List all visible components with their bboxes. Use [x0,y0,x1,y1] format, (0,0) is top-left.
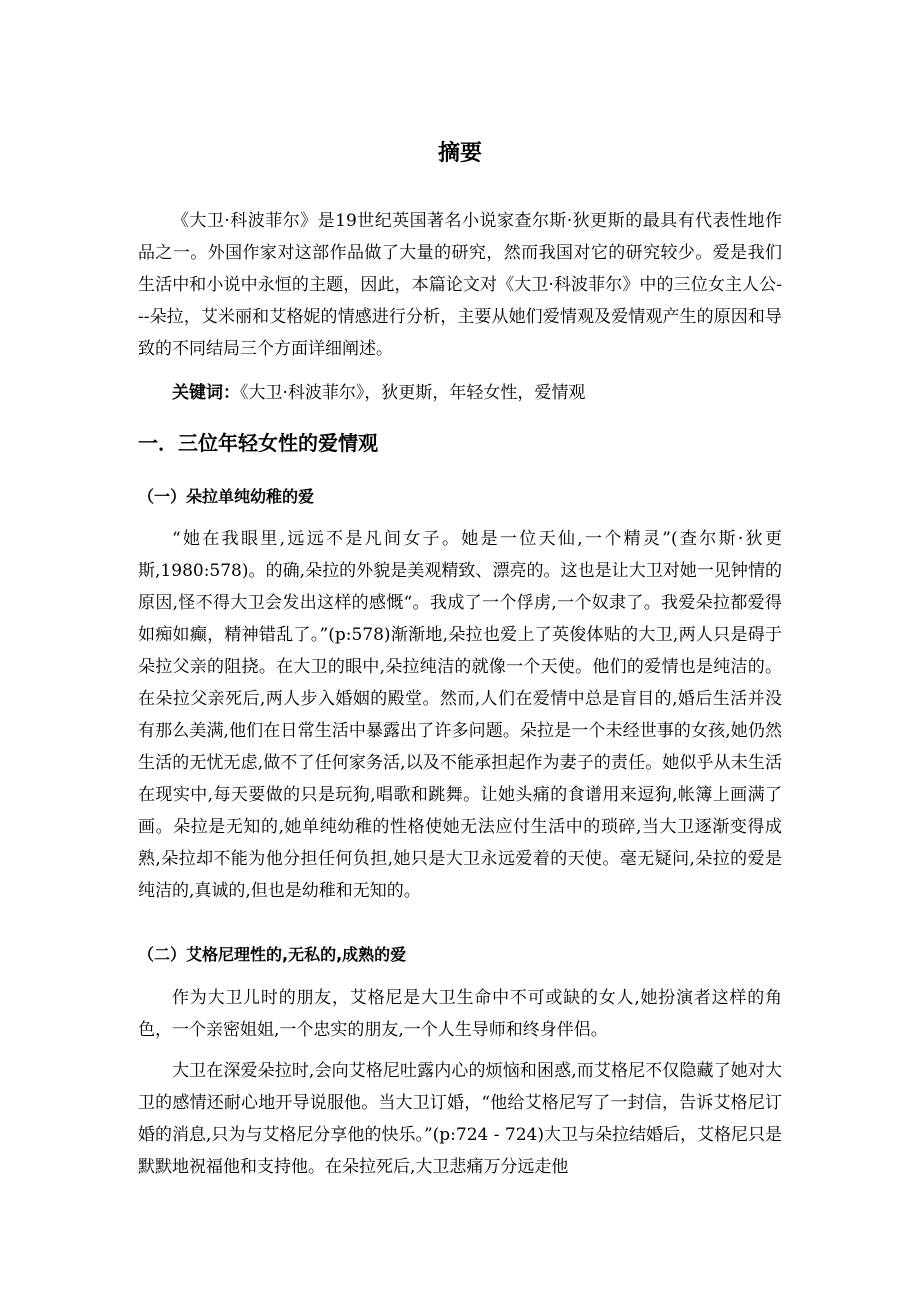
subsection-1-paragraph: “她在我眼里,远远不是凡间女子。她是一位天仙,一个精灵”(查尔斯·狄更斯,1980:578)。的确,朵拉的外貌是美观精致、漂亮的。这也是让大卫对她一见钟情的原因,怪不得大卫会发出这样的感慨“。我成了一个俘虏,一个奴隶了。我爱朵拉都爱得如痴如癫，精神错乱了。”(p:578)渐渐地,朵拉也爱上了英俊体贴的大卫,两人只是碍于朵拉父亲的阻挠。在大卫的眼中,朵拉纯洁的就像一个天使。他们的爱情也是纯洁的。在朵拉父亲死后,两人步入婚姻的殿堂。然而,人们在爱情中总是盲目的,婚后生活并没有那么美满,他们在日常生活中暴露出了许多问题。朵拉是一个未经世事的女孩,她仍然生活的无忧无虑,做不了任何家务活,以及不能承担起作为妻子的责任。她似乎从未生活在现实中,每天要做的只是玩狗,唱歌和跳舞。让她头痛的食谱用来逗狗,帐簿上画满了画。朵拉是无知的,她单纯幼稚的性格使她无法应付生活中的琐碎,当大卫逐渐变得成熟,朵拉却不能为他分担任何负担,她只是大卫永远爱着的天使。毫无疑问,朵拉的爱是纯洁的,真诚的,但也是幼稚和无知的。 [138,529,782,901]
keywords-line [172,377,782,409]
page-title: 摘要 [437,141,482,166]
keywords-text: 《大卫·科波菲尔》，狄更斯，年轻女性，爱情观 [240,383,586,403]
section-heading: 一．三位年轻女性的爱情观 [138,431,378,455]
subsection-heading-1: （一）朵拉单纯幼稚的爱 [138,487,315,506]
abstract-paragraph: 《大卫·科波菲尔》是19世纪英国著名小说家查尔斯·狄更斯的最具有代表性地作品之一。外国作家对这部作品做了大量的研究，然而我国对它的研究较少。爱是我们生活中和小说中永恒的主题，因此，本篇论文对《大卫·科波菲尔》中的三位女主人公---朵拉，艾米丽和艾格妮的情感进行分析，主要从她们爱情观及爱情观产生的原因和导致的不同结局三个方面详细阐述。 [138,211,782,359]
subsection-2-paragraph-1: 作为大卫儿时的朋友，艾格尼是大卫生命中不可或缺的女人,她扮演者这样的角色，一个亲密姐姐,一个忠实的朋友,一个人生导师和终身伴侣。 [138,988,782,1040]
subsection-2-paragraph-2: 大卫在深爱朵拉时,会向艾格尼吐露内心的烦恼和困惑,而艾格尼不仅隐藏了她对大卫的感情还耐心地开导说服他。当大卫订婚，“他给艾格尼写了一封信，告诉艾格尼订婚的消息,只为与艾格尼分享他的快乐。”(p:724 - 724)大卫与朵拉结婚后，艾格尼只是默默地祝福他和支持他。在朵拉死后,大卫悲痛万分远走他 [138,1061,782,1177]
keywords-label: 关键词： [172,383,240,403]
subsection-heading-2: （二）艾格尼理性的,无私的,成熟的爱 [138,945,407,964]
